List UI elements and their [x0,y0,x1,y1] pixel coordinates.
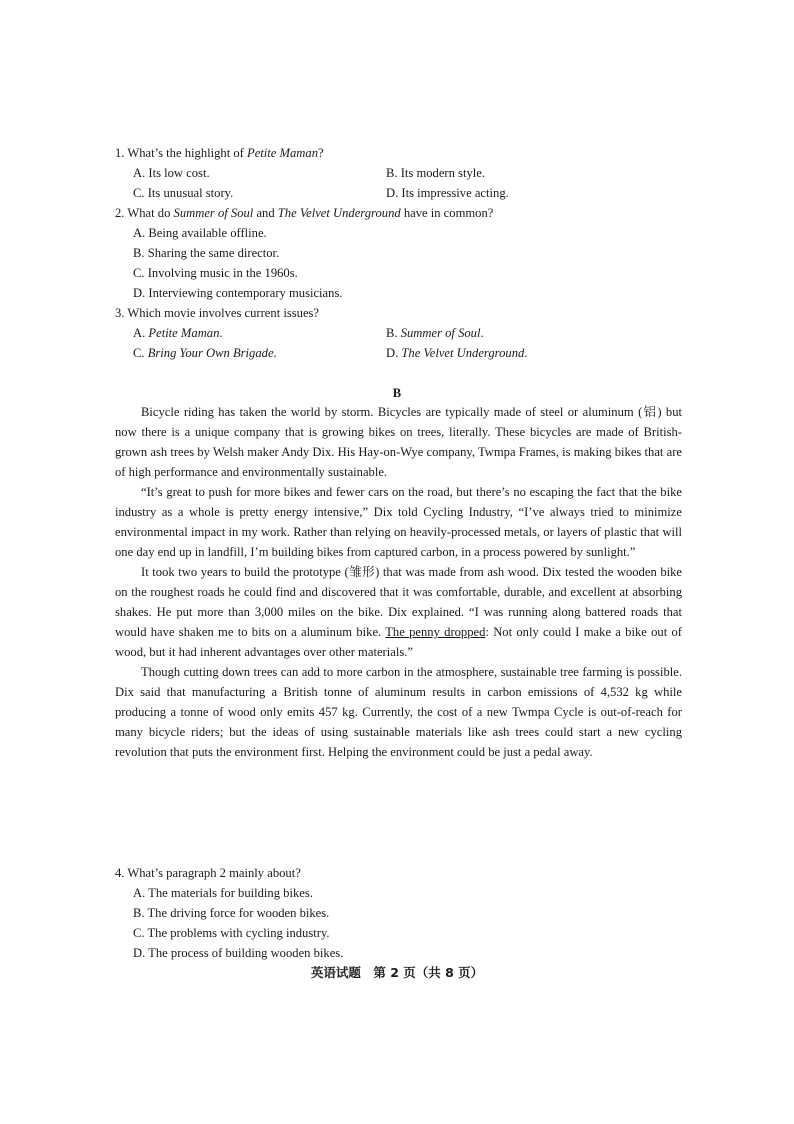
question-4-option-a: A. The materials for building bikes. [133,886,313,900]
passage-paragraph-2: “It’s great to push for more bikes and fewer cars on the road, but there’s no escaping the fact that the bike industry as a whole is pretty energy intensive,” Dix told Cycling Industry, “I’ve always tried to minimize environmental impact in my work. Rather than relying on heavily-processed metals, or layers of plastic that will one day end up in landfill, I’m building bikes from captured carbon, in a process powered by sunlight.” [115,485,682,559]
question-3-option-d-period: . [524,346,528,360]
question-3-option-c-label: C. [133,346,148,360]
question-3-option-a-label: A. [133,326,149,340]
question-3-option-b-title: Summer of Soul [400,326,481,340]
page-footer: 英语试题 第 2 页（共 8 页） [310,965,484,980]
question-3-option-b [386,323,484,343]
question-1-stem-title: Petite Maman [247,146,318,160]
question-2-option-c: C. Involving music in the 1960s. [133,266,298,280]
question-3-option-d-label: D. [386,346,402,360]
question-1-option-d: D. Its impressive acting. [386,186,509,200]
passage-paragraph-3-before: It took two years to build the prototype (雏形) that was made from ash wood. Dix tested the wooden bike on the roughest roads he could find and discovered that it was comfortable, durable, and excellent at absorbing shakes. He put more than 3,000 miles on the bike. Dix explained. “I was running along battered roads that would have shaken me to bits on a aluminum bike. [115,565,682,639]
question-1-option-b: B. Its modern style. [386,166,485,180]
question-2-option-d: D. Interviewing contemporary musicians. [133,286,343,300]
question-4-option-b: B. The driving force for wooden bikes. [133,906,330,920]
passage-paragraph-4: Though cutting down trees can add to more carbon in the atmosphere, sustainable tree farming is possible. Dix said that manufacturing a British tonne of aluminum results in carbon emissions of 4,532 kg while producing a tonne of wood only emits 457 kg. Currently, the cost of a new Twmpa Cycle is out-of-reach for many bicycle riders; but the ideas of using sustainable materials like ash trees could start a new cycling revolution that puts the environment first. Helping the environment could be just a pedal away. [115,665,682,759]
question-3-option-d [386,343,527,363]
question-2-stem-after: have in common? [400,206,494,220]
question-3-option-d-title: The Velvet Underground [401,346,525,360]
question-1-option-c: C. Its unusual story. [133,186,234,200]
question-4-stem: 4. What’s paragraph 2 mainly about? [115,866,301,880]
question-2-stem-title2: The Velvet Underground [277,206,401,220]
question-4-option-c: C. The problems with cycling industry. [133,926,330,940]
passage-paragraph-3-after: : Not only could I make a bike out of wood, but it had inherent advantages over other materials.” [115,625,682,659]
question-1-stem-before: 1. What’s the highlight of [115,146,247,160]
question-4-option-d: D. The process of building wooden bikes. [133,946,344,960]
question-2-stem-mid: and [253,206,278,220]
question-2-stem [115,203,685,223]
question-3-option-c-period: . [273,346,277,360]
question-3-option-b-period: . [480,326,484,340]
question-2-stem-title1: Summer of Soul [173,206,254,220]
question-2-option-b: B. Sharing the same director. [133,246,280,260]
question-3-option-b-label: B. [386,326,401,340]
question-1-option-a: A. Its low cost. [133,166,210,180]
question-3-option-a-period: . [219,326,223,340]
question-3-option-a-title: Petite Maman [148,326,220,340]
section-b-title: B [392,386,402,400]
question-2-option-a: A. Being available offline. [133,226,267,240]
passage-paragraph-1: Bicycle riding has taken the world by storm. Bicycles are typically made of steel or aluminum (铝) but now there is a unique company that is growing bikes on trees, literally. These bicycles are made of British-grown ash trees by Welsh maker Andy Dix. His Hay-on-Wye company, Twmpa Frames, is making bikes that are of high performance and environmentally sustainable. [115,405,682,479]
underlined-phrase: The penny dropped [385,625,486,639]
passage-paragraph-3 [115,562,682,662]
question-3-stem: 3. Which movie involves current issues? [115,306,320,320]
question-3-option-c-title: Bring Your Own Brigade [147,346,274,360]
question-3-option-a [133,323,223,343]
section-b-passage [115,402,682,762]
question-3-option-c [133,343,277,363]
question-2-stem-before: 2. What do [115,206,174,220]
question-1-stem-after: ? [318,146,324,160]
question-1-stem [115,143,685,163]
